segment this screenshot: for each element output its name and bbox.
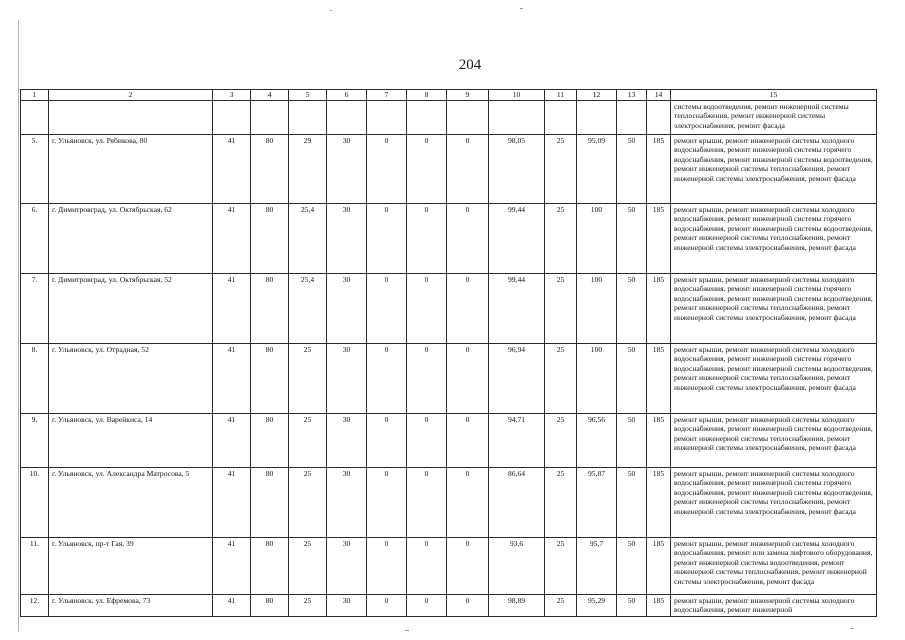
value-cell-c8: 0 <box>407 538 447 595</box>
row-number-cell: 5. <box>21 135 49 204</box>
value-cell-c5: 25,4 <box>289 274 327 344</box>
value-cell-c5: 29 <box>289 135 327 204</box>
column-number-14: 14 <box>647 90 671 101</box>
address-cell: г. Ульяновск, ул. Варейкиса, 14 <box>49 414 213 468</box>
value-cell-c14: 185 <box>647 414 671 468</box>
row-number-cell: 6. <box>21 204 49 274</box>
cell <box>617 101 647 135</box>
page-edge-rule <box>18 20 19 632</box>
address-cell: г. Ульяновск, ул. Рябикова, 80 <box>49 135 213 204</box>
value-cell-c11: 25 <box>545 344 577 414</box>
value-cell-c12: 100 <box>577 344 617 414</box>
column-number-1: 1 <box>21 90 49 101</box>
value-cell-c9: 0 <box>447 468 489 538</box>
column-number-8: 8 <box>407 90 447 101</box>
address-cell: г. Ульяновск, ул. Отрадная, 52 <box>49 344 213 414</box>
row-number-cell: 12. <box>21 595 49 617</box>
cell <box>489 101 545 135</box>
address-cell: г. Димитровград, ул. Октябрьская, 52 <box>49 274 213 344</box>
address-cell: г. Ульяновск, ул. Ефремова, 73 <box>49 595 213 617</box>
value-cell-c6: 30 <box>327 538 367 595</box>
column-number-10: 10 <box>489 90 545 101</box>
value-cell-c9: 0 <box>447 538 489 595</box>
scan-speck <box>850 628 853 629</box>
value-cell-c5: 25 <box>289 468 327 538</box>
value-cell-c9: 0 <box>447 135 489 204</box>
row-number-cell: 7. <box>21 274 49 344</box>
value-cell-c11: 25 <box>545 538 577 595</box>
address-cell: г. Димитровград, ул. Октябрьская, 62 <box>49 204 213 274</box>
value-cell-c11: 25 <box>545 135 577 204</box>
value-cell-c12: 100 <box>577 204 617 274</box>
value-cell-c14: 185 <box>647 204 671 274</box>
value-cell-c3: 41 <box>213 538 251 595</box>
works-cell: ремонт крыши, ремонт инженерной системы холодного водоснабжения, ремонт инженерной системы горячего водоснабжения, ремонт инженерной системы водоотведения, ремонт инженерной системы теплоснабжения, ремонт инженерной системы электроснабжения, ремонт фасада <box>671 468 877 538</box>
value-cell-c12: 95,29 <box>577 595 617 617</box>
works-cell: ремонт крыши, ремонт инженерной системы холодного водоснабжения, ремонт инженерной системы горячего водоснабжения, ремонт инженерной системы водоотведения, ремонт инженерной системы теплоснабжения, ремонт инженерной системы электроснабжения, ремонт фасада <box>671 274 877 344</box>
value-cell-c4: 80 <box>251 538 289 595</box>
value-cell-c13: 50 <box>617 274 647 344</box>
works-cell: ремонт крыши, ремонт инженерной системы холодного водоснабжения, ремонт инженерной <box>671 595 877 617</box>
cell <box>647 101 671 135</box>
value-cell-c6: 30 <box>327 414 367 468</box>
value-cell-c6: 30 <box>327 595 367 617</box>
value-cell-c10: 99,44 <box>489 204 545 274</box>
value-cell-c9: 0 <box>447 344 489 414</box>
works-cell: ремонт крыши, ремонт инженерной системы холодного водоснабжения, ремонт инженерной системы горячего водоснабжения, ремонт инженерной системы водоотведения, ремонт инженерной системы теплоснабжения, ремонт инженерной системы электроснабжения, ремонт фасада <box>671 344 877 414</box>
value-cell-c5: 25,4 <box>289 204 327 274</box>
value-cell-c12: 96,56 <box>577 414 617 468</box>
value-cell-c10: 94,71 <box>489 414 545 468</box>
works-cell: ремонт крыши, ремонт инженерной системы холодного водоснабжения, ремонт инженерной системы горячего водоснабжения, ремонт инженерной системы водоотведения, ремонт инженерной системы теплоснабжения, ремонт инженерной системы электроснабжения, ремонт фасада <box>671 135 877 204</box>
works-cell: системы водоотведения, ремонт инженерной системы теплоснабжения, ремонт инженерной системы электроснабжения, ремонт фасада <box>671 101 877 135</box>
cell <box>327 101 367 135</box>
value-cell-c8: 0 <box>407 595 447 617</box>
value-cell-c14: 185 <box>647 344 671 414</box>
value-cell-c9: 0 <box>447 414 489 468</box>
value-cell-c13: 50 <box>617 344 647 414</box>
table-row <box>21 204 877 274</box>
value-cell-c13: 50 <box>617 468 647 538</box>
column-number-row <box>21 90 877 101</box>
value-cell-c5: 25 <box>289 595 327 617</box>
value-cell-c11: 25 <box>545 414 577 468</box>
row-number-cell: 10. <box>21 468 49 538</box>
column-number-11: 11 <box>545 90 577 101</box>
scan-speck <box>405 630 409 631</box>
value-cell-c6: 30 <box>327 135 367 204</box>
scan-speck <box>520 8 523 9</box>
cell <box>251 101 289 135</box>
column-number-4: 4 <box>251 90 289 101</box>
value-cell-c10: 86,64 <box>489 468 545 538</box>
value-cell-c3: 41 <box>213 274 251 344</box>
value-cell-c11: 25 <box>545 595 577 617</box>
value-cell-c13: 50 <box>617 538 647 595</box>
value-cell-c3: 41 <box>213 414 251 468</box>
table-row <box>21 538 877 595</box>
cell <box>545 101 577 135</box>
works-cell: ремонт крыши, ремонт инженерной системы холодного водоснабжения, ремонт или замена лифтового оборудования, ремонт инженерной системы водоотведения, ремонт инженерной системы теплоснабжения, ремонт инженерной системы электроснабжения, ремонт фасада <box>671 538 877 595</box>
value-cell-c10: 96,94 <box>489 344 545 414</box>
value-cell-c10: 99,44 <box>489 274 545 344</box>
value-cell-c13: 50 <box>617 135 647 204</box>
value-cell-c8: 0 <box>407 204 447 274</box>
value-cell-c5: 25 <box>289 344 327 414</box>
value-cell-c4: 80 <box>251 274 289 344</box>
value-cell-c7: 0 <box>367 595 407 617</box>
works-cell: ремонт крыши, ремонт инженерной системы холодного водоснабжения, ремонт инженерной системы водоотведения, ремонт инженерной системы теплоснабжения, ремонт инженерной системы электроснабжения, ремонт фасада <box>671 414 877 468</box>
cell <box>407 101 447 135</box>
value-cell-c13: 50 <box>617 204 647 274</box>
value-cell-c14: 185 <box>647 135 671 204</box>
repair-program-table <box>20 89 877 617</box>
table-row <box>21 595 877 617</box>
value-cell-c8: 0 <box>407 414 447 468</box>
value-cell-c14: 185 <box>647 274 671 344</box>
column-number-15: 15 <box>671 90 877 101</box>
value-cell-c10: 93,6 <box>489 538 545 595</box>
table-row <box>21 344 877 414</box>
value-cell-c9: 0 <box>447 204 489 274</box>
address-cell: г. Ульяновск, ул. Александра Матросова, 5 <box>49 468 213 538</box>
value-cell-c7: 0 <box>367 468 407 538</box>
table-row <box>21 414 877 468</box>
cell <box>213 101 251 135</box>
address-cell: г. Ульяновск, пр-т Гая, 39 <box>49 538 213 595</box>
works-cell: ремонт крыши, ремонт инженерной системы холодного водоснабжения, ремонт инженерной системы горячего водоснабжения, ремонт инженерной системы водоотведения, ремонт инженерной системы теплоснабжения, ремонт инженерной системы электроснабжения, ремонт фасада <box>671 204 877 274</box>
value-cell-c7: 0 <box>367 538 407 595</box>
value-cell-c3: 41 <box>213 468 251 538</box>
value-cell-c4: 80 <box>251 595 289 617</box>
value-cell-c9: 0 <box>447 595 489 617</box>
page-number: 204 <box>458 57 482 73</box>
value-cell-c14: 185 <box>647 538 671 595</box>
value-cell-c14: 185 <box>647 595 671 617</box>
value-cell-c3: 41 <box>213 595 251 617</box>
cell <box>447 101 489 135</box>
value-cell-c4: 80 <box>251 204 289 274</box>
value-cell-c7: 0 <box>367 274 407 344</box>
value-cell-c4: 80 <box>251 344 289 414</box>
value-cell-c7: 0 <box>367 414 407 468</box>
column-number-6: 6 <box>327 90 367 101</box>
column-number-7: 7 <box>367 90 407 101</box>
value-cell-c4: 80 <box>251 135 289 204</box>
continuation-row <box>21 101 877 135</box>
value-cell-c12: 100 <box>577 274 617 344</box>
value-cell-c12: 95,7 <box>577 538 617 595</box>
value-cell-c6: 30 <box>327 274 367 344</box>
scan-speck <box>330 10 332 11</box>
value-cell-c3: 41 <box>213 344 251 414</box>
column-number-5: 5 <box>289 90 327 101</box>
value-cell-c8: 0 <box>407 135 447 204</box>
value-cell-c12: 95,87 <box>577 468 617 538</box>
value-cell-c8: 0 <box>407 468 447 538</box>
value-cell-c13: 50 <box>617 414 647 468</box>
value-cell-c9: 0 <box>447 274 489 344</box>
value-cell-c6: 30 <box>327 204 367 274</box>
table-row <box>21 135 877 204</box>
value-cell-c3: 41 <box>213 204 251 274</box>
column-number-13: 13 <box>617 90 647 101</box>
value-cell-c13: 50 <box>617 595 647 617</box>
value-cell-c7: 0 <box>367 135 407 204</box>
value-cell-c3: 41 <box>213 135 251 204</box>
cell <box>49 101 213 135</box>
column-number-9: 9 <box>447 90 489 101</box>
value-cell-c8: 0 <box>407 344 447 414</box>
value-cell-c8: 0 <box>407 274 447 344</box>
value-cell-c6: 30 <box>327 344 367 414</box>
value-cell-c11: 25 <box>545 204 577 274</box>
value-cell-c4: 80 <box>251 468 289 538</box>
value-cell-c11: 25 <box>545 274 577 344</box>
row-number-cell: 8. <box>21 344 49 414</box>
value-cell-c14: 185 <box>647 468 671 538</box>
cell <box>289 101 327 135</box>
column-number-2: 2 <box>49 90 213 101</box>
value-cell-c5: 25 <box>289 538 327 595</box>
value-cell-c10: 98,89 <box>489 595 545 617</box>
value-cell-c6: 30 <box>327 468 367 538</box>
cell <box>367 101 407 135</box>
value-cell-c7: 0 <box>367 204 407 274</box>
value-cell-c11: 25 <box>545 468 577 538</box>
value-cell-c7: 0 <box>367 344 407 414</box>
cell <box>577 101 617 135</box>
table-row <box>21 468 877 538</box>
column-number-3: 3 <box>213 90 251 101</box>
column-number-12: 12 <box>577 90 617 101</box>
cell <box>21 101 49 135</box>
table-row <box>21 274 877 344</box>
row-number-cell: 9. <box>21 414 49 468</box>
value-cell-c10: 98,05 <box>489 135 545 204</box>
value-cell-c12: 95,09 <box>577 135 617 204</box>
value-cell-c4: 80 <box>251 414 289 468</box>
row-number-cell: 11. <box>21 538 49 595</box>
value-cell-c5: 25 <box>289 414 327 468</box>
